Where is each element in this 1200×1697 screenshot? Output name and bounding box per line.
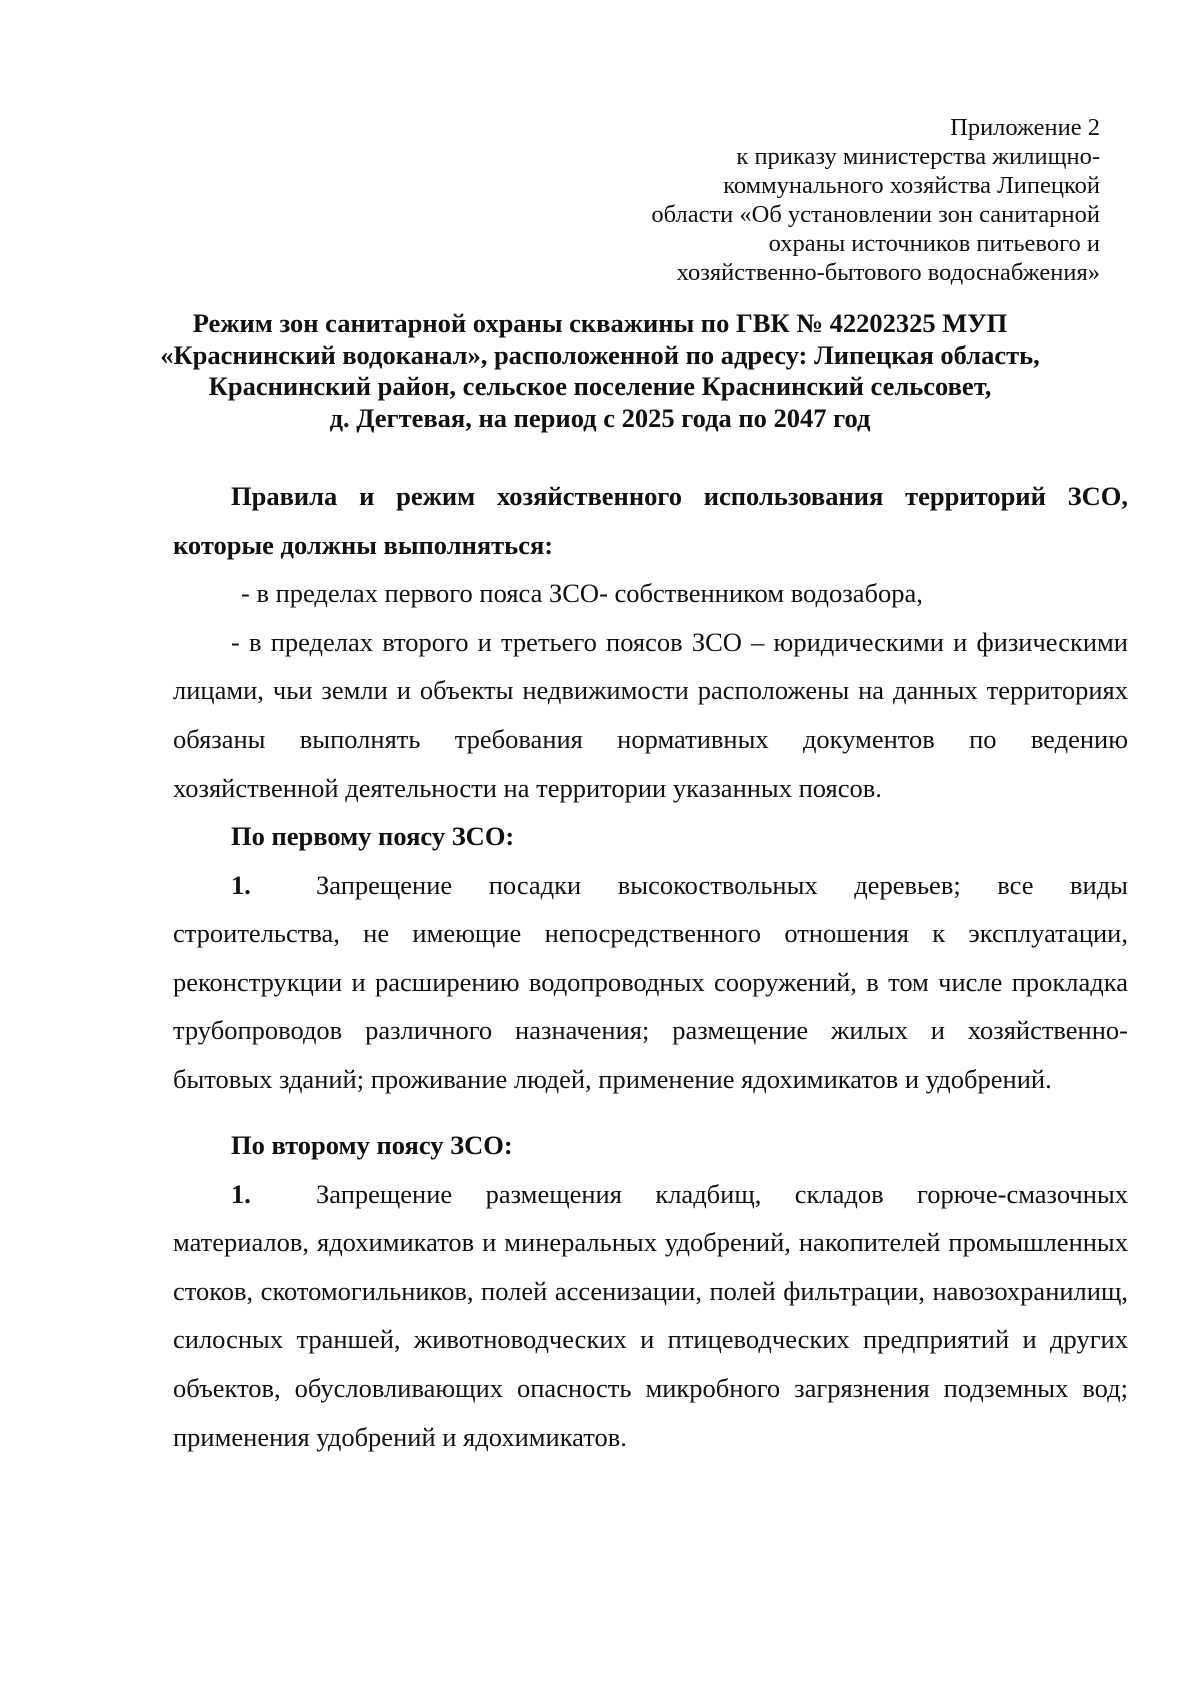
belt-1-heading: По первому поясу ЗСО: <box>231 821 515 851</box>
item-number: 1. <box>231 869 251 900</box>
title-line: д. Дегтевая, на период с 2025 года по 2047 год <box>329 402 871 433</box>
appendix-line: области «Об установлении зон санитарной <box>651 201 1100 228</box>
rules-heading: Правила и режим хозяйственного использования территорий ЗСО, которые должны выполняться: <box>173 481 1128 560</box>
appendix-line: хозяйственно-бытового водоснабжения» <box>676 259 1100 286</box>
appendix-line: Приложение 2 <box>950 114 1100 141</box>
belt-1-section <box>173 812 1128 1104</box>
appendix-line: коммунального хозяйства Липецкой <box>723 172 1100 199</box>
belt-2-item-text: Запрещение размещения кладбищ, складов горюче-смазочных материалов, ядохимикатов и минеральных удобрений, накопителей промышленных стоков, скотомогильников, полей ассенизации, полей фильтрации, навозохранилищ, силосных траншей, животноводческих и птицеводческих предприятий и других объектов, обусловливающих опасность микробного загрязнения подземных вод; применения удобрений и ядохимикатов. <box>173 1178 1128 1452</box>
belt-1-item <box>173 861 1128 1104</box>
rules-item-second-third-belts: - в пределах второго и третьего поясов ЗСО – юридическими и физическими лицами, чьи земли и объекты недвижимости расположены на данных территориях обязаны выполнять требования нормативных документов по ведению хозяйственной деятельности на территории указанных поясов. <box>173 626 1128 803</box>
title-line: Режим зон санитарной охраны скважины по ГВК № 42202325 МУП <box>192 308 1008 338</box>
rules-section <box>173 472 1128 812</box>
item-number: 1. <box>231 1178 251 1209</box>
document-title <box>100 308 1100 434</box>
belt-2-section <box>173 1121 1128 1461</box>
appendix-line: охраны источников питьевого и <box>768 230 1100 257</box>
appendix-header <box>580 113 1100 287</box>
appendix-line: к приказу министерства жилищно- <box>736 143 1100 170</box>
title-line: Краснинский район, сельское поселение Краснинский сельсовет, <box>208 371 992 401</box>
belt-1-item-text: Запрещение посадки высокоствольных деревьев; все виды строительства, не имеющие непосредственного отношения к эксплуатации, реконструкции и расширению водопроводных сооружений, в том числе прокладка трубопроводов различного назначения; размещение жилых и хозяйственно-бытовых зданий; проживание людей, применение ядохимикатов и удобрений. <box>173 869 1128 1094</box>
belt-2-item <box>173 1170 1128 1462</box>
belt-2-heading: По второму поясу ЗСО: <box>231 1130 513 1160</box>
rules-item-first-belt: - в пределах первого пояса ЗСО- собственником водозабора, <box>241 578 923 609</box>
title-line: «Краснинский водоканал», расположенной по адресу: Липецкая область, <box>160 339 1040 370</box>
